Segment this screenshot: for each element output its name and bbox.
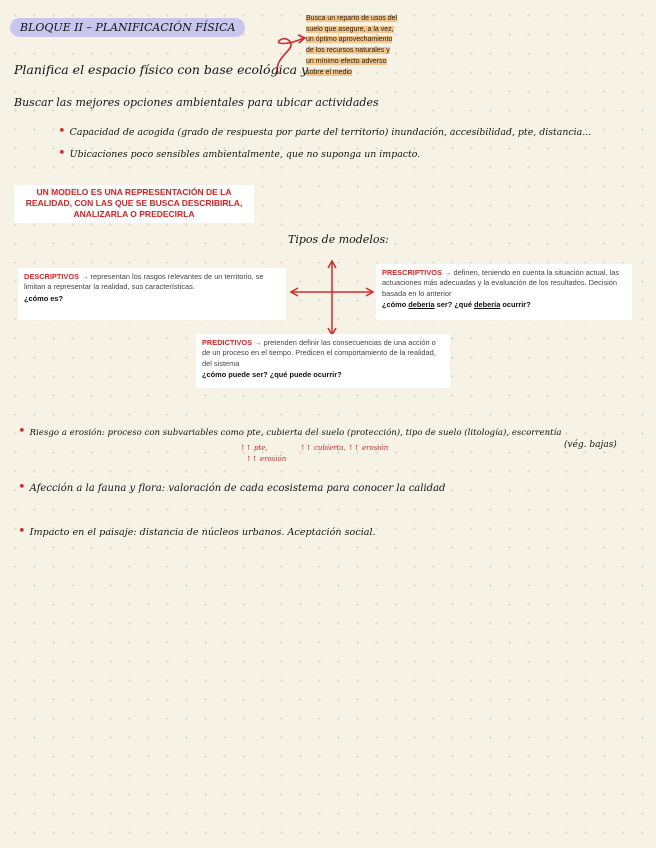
bullet-text: Ubicaciones poco sensibles ambientalmente, que no suponga un impacto. — [69, 149, 421, 160]
bullet-text: Capacidad de acogida (grado de respuesta por parte del territorio) inundación, accesibilidad, pte, distancia... — [69, 127, 592, 138]
card-prescriptivos — [376, 264, 632, 320]
cross-arrows-icon — [284, 258, 380, 338]
callout-note — [306, 14, 420, 78]
bullet-dot: • — [18, 424, 26, 439]
red-annotation: ↑↑ cubierta, ↑↑ erosión — [300, 444, 389, 452]
card-text: representan los rasgos relevantes de un territorio, se limitan a representar la realidad, sus características. — [24, 272, 264, 292]
item-impacto — [18, 524, 376, 539]
bullet-item — [58, 146, 420, 161]
callout-line: un mínimo efecto adverso — [306, 57, 387, 65]
bullet-dot: • — [58, 146, 66, 161]
item-text: Impacto en el paisaje: distancia de núcleos urbanos. Aceptación social. — [29, 527, 376, 538]
callout-line: Busca un reparto de usos del — [306, 15, 398, 22]
bullet-dot: • — [18, 480, 26, 495]
item-riesgo-continuation: (vég. bajas) — [564, 440, 617, 450]
card-question — [382, 300, 626, 310]
question-underlined: debería — [408, 300, 435, 310]
card-predictivos — [196, 334, 450, 388]
question-underlined: debería — [474, 300, 501, 310]
card-keyword: DESCRIPTIVOS → — [24, 272, 89, 281]
item-riesgo — [18, 424, 561, 439]
red-annotation: ↑↑ erosión — [246, 455, 287, 463]
card-descriptivos — [18, 268, 286, 320]
question-part: ser? ¿qué — [434, 300, 475, 310]
card-keyword: PRESCRIPTIVOS → — [382, 268, 452, 277]
note-line-1: Planifica el espacio físico con base ecológica y — [14, 62, 309, 77]
card-text: definen, teniendo en cuenta la situación actual, las actuaciones más adecuadas y la evaluación de los resultados. Decisión basada en lo anterior — [382, 268, 620, 298]
red-annotation: ↑↑ pte, — [240, 444, 268, 452]
card-question: ¿cómo es? — [24, 293, 64, 303]
card-text: pretenden definir las consecuencias de una acción o de un proceso en el tiempo. Predicen el comportamiento de la realidad, del sistema — [202, 338, 436, 368]
callout-line: de los recursos naturales y — [306, 47, 390, 55]
question-part: ocurrir? — [500, 300, 531, 310]
item-text: Riesgo a erosión: proceso con subvariables como pte, cubierta del suelo (protección), tipo de suelo (litología), escorrentía — [29, 428, 562, 438]
item-afeccion — [18, 480, 445, 495]
callout-line: un óptimo aprovechamiento — [306, 36, 393, 44]
card-question: ¿cómo puede ser? ¿qué puede ocurrir? — [202, 370, 342, 380]
bullet-dot: • — [18, 524, 26, 539]
callout-line: sobre el medio — [306, 68, 352, 76]
item-text: Afección a la fauna y flora: valoración de cada ecosistema para conocer la calidad — [29, 483, 446, 494]
callout-line: suelo que asegure, a la vez, — [306, 25, 394, 33]
page-title: BLOQUE II – PLANIFICACIÓN FÍSICA — [10, 18, 245, 37]
model-definition-box: UN MODELO ES UNA REPRESENTACIÓN DE LA REALIDAD, CON LAS QUE SE BUSCA DESCRIBIRLA, ANALIZARLA O PREDECIRLA — [14, 185, 254, 223]
bullet-dot: • — [58, 124, 66, 139]
bullet-item — [58, 124, 591, 139]
types-heading: Tipos de modelos: — [288, 233, 389, 246]
card-keyword: PREDICTIVOS → — [202, 338, 262, 347]
question-part: ¿cómo — [382, 300, 409, 310]
note-line-2: Buscar las mejores opciones ambientales para ubicar actividades — [14, 96, 379, 109]
